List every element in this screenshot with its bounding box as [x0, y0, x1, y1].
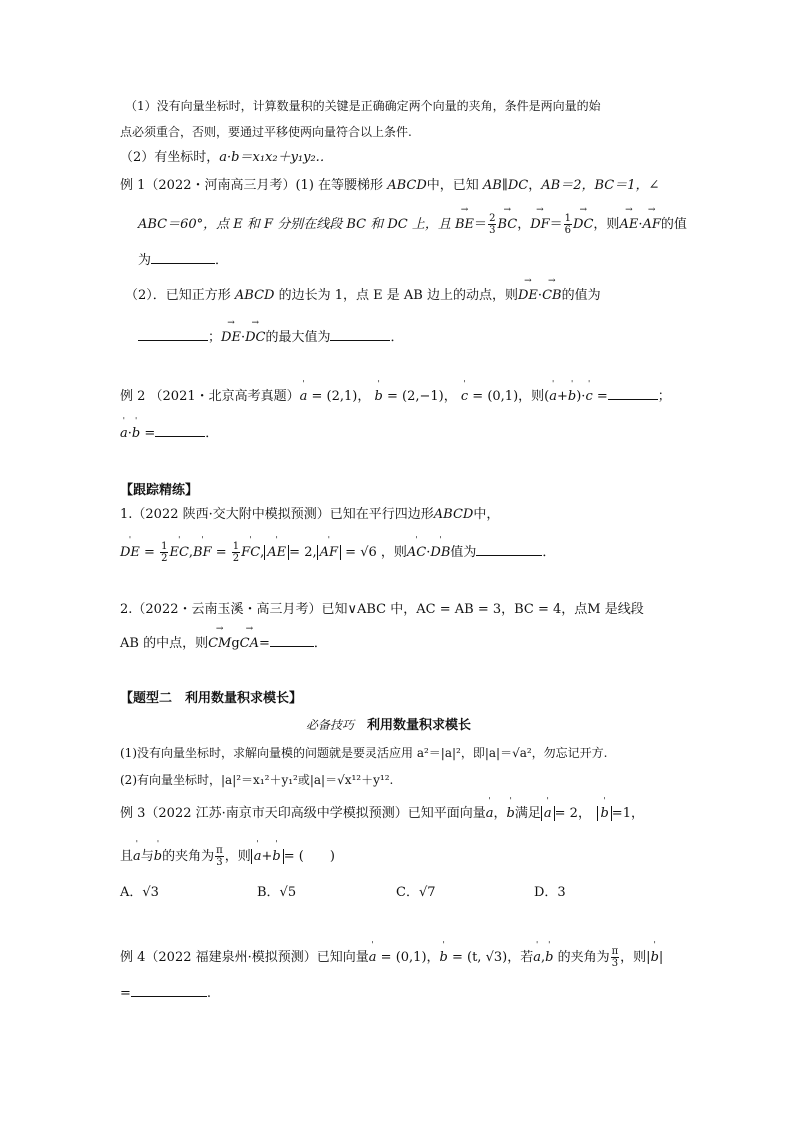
note-1b: 点必须重合，否则，要通过平移使两向量符合以上条件.	[120, 125, 412, 139]
question-1-line1: 1.（2022 陕西·交大附中模拟预测）已知在平行四边形ABCD中，	[120, 507, 500, 522]
question-2-line2: AB 的中点，则→ CMg→ CA= ．	[120, 634, 327, 653]
example-3-option-b[interactable]: B．√5	[257, 885, 297, 900]
note-1: （1）没有向量坐标时，计算数量积的关键是正确确定两个向量的夹角，条件是两向量的始	[125, 99, 601, 113]
question-2-line1: 2.（2022・云南玉溪・高三月考）已知∨ABC 中，AC = AB = 3，BC = 4，点M 是线段	[120, 602, 644, 617]
example-1-line3: 为 ．	[138, 253, 229, 268]
skill-heading: 必备技巧 利用数量积求模长	[306, 718, 472, 733]
rule-1: (1)没有向量坐标时，求解向量模的问题就是要灵活应用 a²＝|a|²，即|a|＝√a²，勿忘记开方.	[120, 746, 608, 760]
example-3-line1: 例 3（2022 江苏·南京市天印高级中学模拟预测）已知平面向量' a，' b满足' a = 2， ' b =1，	[120, 805, 644, 823]
example-3-line2: 且' a与' b的夹角为 $\frac{\pi}{3}$ ，则' a+' b = ( )	[120, 845, 335, 868]
section-tracking-title: 【跟踪精练】	[120, 483, 199, 498]
rule-2: (2)有向量坐标时，|a|²＝x₁²＋y₁²或|a|＝√x¹²＋y¹².	[120, 773, 394, 787]
section-type2-title: 【题型二 利用数量积求模长】	[120, 691, 303, 706]
example-2-line2: ' a·' b = ．	[120, 424, 218, 443]
question-1-line2: ' DE = $\frac{1}{2}$ ' EC,' BF = $\frac{1}{2}$ ' FC,' AE = 2,' AF = √6 ，则' AC·' DB值为 ．	[120, 541, 555, 564]
example-3-option-c[interactable]: C．√7	[396, 885, 436, 900]
example-2-line1: 例 2 （2021・北京高考真题）' a = (2,1)， ' b = (2,−1)， ' c = (0,1)，则(' a+' b)·' c = ；	[120, 387, 671, 406]
example-4-line1: 例 4（2022 福建泉州·模拟预测）已知向量' a = (0,1)，' b = (t, √3)，若' a,' b 的夹角为 $\frac{\pi}{3}$ ，则|' b|	[120, 946, 663, 969]
note-2: （2）有坐标时，a·b＝x₁x₂＋y₁y₂.．	[120, 150, 333, 165]
example-4-line2: = .	[120, 986, 212, 1001]
example-1-part2b: ；→ DE·→ DC的最大值为 ．	[138, 328, 403, 347]
example-3-option-a[interactable]: A．√3	[120, 885, 159, 900]
example-1-line1: 例 1（2022・河南高三月考）(1) 在等腰梯形 ABCD中，已知 AB∥DC，AB＝2，BC＝1，∠	[120, 178, 660, 193]
example-1-line2: ABC＝60°，点 E 和 F 分别在线段 BC 和 DC 上，且 → BE＝ $\frac{2}{3}$ → BC，→ DF＝ $\frac{1}{6}$ → DC，则→ AE·→ AF的值	[138, 213, 687, 236]
example-1-part2: （2）．已知正方形 ABCD 的边长为 1，点 E 是 AB 边上的动点，则→ DE·→ CB的值为	[125, 287, 601, 305]
example-3-option-d[interactable]: D．3	[534, 885, 566, 900]
